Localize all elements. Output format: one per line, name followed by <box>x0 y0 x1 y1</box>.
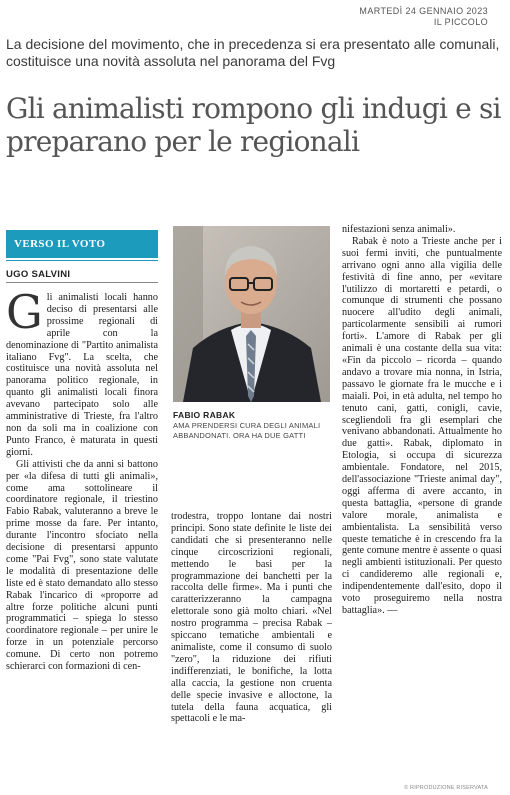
section-rule <box>6 260 158 261</box>
masthead-date: MARTEDÌ 24 GENNAIO 2023 <box>359 6 488 16</box>
paragraph: Gli attivisti che da anni si battono per «la difesa di tutti gli animali», come ama sottolineare il coordinatore regionale, il triestino Fabio Rabak, valuteranno a breve le prime mosse da fare. Per intanto, durante l'incontro sfociato nella decisione di presentarsi appunto come "Pai Fvg", sono state valutate le modalità di presentazione delle liste ed è stato demandato allo stesso Rabak l'incarico di «proporre ad altre forze politiche alcuni punti programmatici – spiega lo stesso coordinatore regionale – per unire le forze in un potenziale percorso comune. Di certo non potremo schierarci con formazioni di cen- <box>6 458 158 673</box>
portrait-photo <box>173 226 330 402</box>
paragraph: nifestazioni senza animali». <box>342 224 456 235</box>
article-column-3 <box>342 224 502 784</box>
copyright-credit: © RIPRODUZIONE RISERVATA <box>404 785 488 791</box>
byline: UGO SALVINI <box>6 269 71 280</box>
article-kicker: La decisione del movimento, che in precedenza si era presentato alle comunali, costituisce una novità assoluta nel panorama del Fvg <box>6 36 500 69</box>
photo-caption-name: FABIO RABAK <box>173 410 236 420</box>
drop-cap: G <box>6 292 43 339</box>
paragraph-text: li animalisti locali hanno deciso di presentarsi alle prossime regionali di aprile con la denominazione di "Partito animalista italiano Fvg". La scelta, che costituisce una novità assoluta nel panorama politico regionale, in quanto gli animalisti locali finora avevano partecipato solo alle amministrative di Trieste, fra l'altro non da soli ma in coalizione con Punto Franco, è maturata in questi giorni. <box>6 292 158 458</box>
byline-rule <box>6 282 158 283</box>
portrait-illustration <box>173 226 330 402</box>
article-column-1 <box>6 292 158 784</box>
paragraph <box>6 292 158 459</box>
section-tag: VERSO IL VOTO <box>6 230 158 258</box>
article-headline: Gli animalisti rompono gli indugi e si preparano per le regionali <box>6 92 501 158</box>
photo-caption-text: AMA PRENDERSI CURA DEGLI ANIMALI ABBANDONATI. ORA HA DUE GATTI <box>173 421 321 440</box>
masthead-paper: IL PICCOLO <box>433 17 488 27</box>
paragraph: trodestra, troppo lontane dai nostri principi. Sono state definite le liste dei candidati che si presenteranno nelle cinque circoscrizioni regionali, mettendo le basi per la programmazione dei banchetti per la raccolta delle firme». Ma i punti che caratterizzeranno la campagna elettorale sono già molto chiari. «Nel nostro programma – precisa Rabak – spiccano tematiche ambientali e animaliste, come il consumo di suolo "zero", la riduzione dei rifiuti indifferenziati, le bonifiche, la lotta alla caccia, la gestione non cruenta delle specie invasive e alloctone, la tutela della fauna acquatica, gli spettacoli e le ma- <box>171 511 332 725</box>
paragraph: Rabak è noto a Trieste anche per i suoi fermi inviti, che puntualmente arrivano ogni anno alla vigilia delle festività di fine anno, per «evitare l'utilizzo di mortaretti e petardi, o comunque di strumenti che possano nuocere all'udito degli animali, particolarmente sensibili ai rumori forti». L'amore di Rabak per gli animali è una costante della sua vita: «Fin da piccolo – ricorda – quando andavo a trovare mia nonna, in Istria, passavo le giornate fra le mucche e i maiali. Poi, in età adulta, nel tempo ho tenuto cani, gatti, conigli, cavie, scegliendoli fra gli esemplari che venivano abbandonati. Attualmente ho due gatti». Rabak, diplomato in Etologia, si occupa di sicurezza ambientale. Fondatore, nel 2015, dell'associazione "Trieste animal day", oggi afferma di avere accanto, in questa battaglia, «persone di grande valore morale, animalista e ambientalista. La sensibilità verso queste tematiche è in crescendo fra la gente comune mentre è assente o quasi negli ambienti istituzionali. Per questo ci candideremo alle regionali e, indipendentemente dall'esito, dopo il voto proseguiremo nella nostra battaglia». — <box>342 235 502 616</box>
article-column-2 <box>171 511 332 784</box>
masthead <box>359 6 488 28</box>
